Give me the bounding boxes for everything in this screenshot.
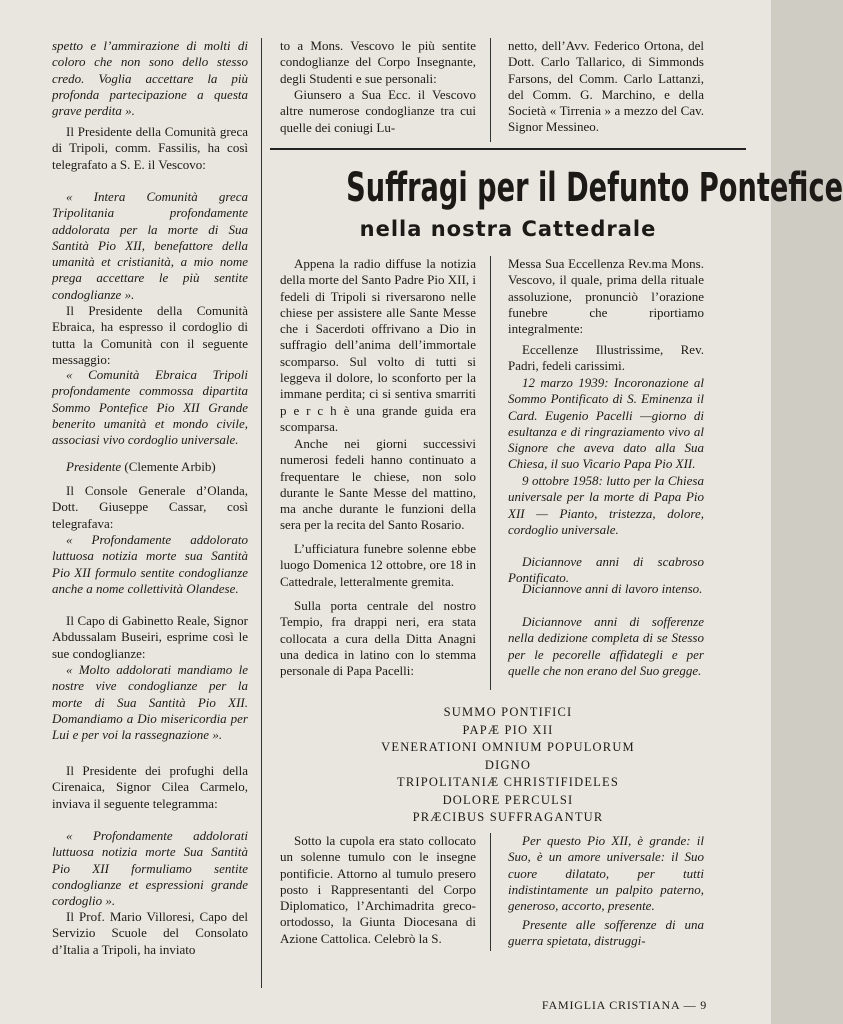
col2-top-para-2: Giunsero a Sua Ecc. il Vescovo altre numerose condoglianze tra cui quelle dei coniugi Lu- [280, 87, 476, 135]
col1-para-4: Il Presidente della Comunità Ebraica, ha espresso il cordoglio di tutta la Comunità con il seguente messaggio: [52, 303, 248, 367]
col1-para-11: « Profondamente addolorati luttuosa notizia morte Sua Santità Pio XII formuliamo sentite condoglianze et espressioni grande cordoglio ». [52, 828, 248, 909]
col3-para-2: Eccellenze Illustrissime, Rev. Padri, fedeli carissimi. [508, 342, 704, 374]
latin-dedication [270, 704, 746, 827]
col2-top-para-1: to a Mons. Vescovo le più sentite condoglianze del Corpo Insegnante, degli Studenti e sue personali: [280, 38, 476, 86]
col1-para-9: « Molto addolorati mandiamo le nostre vive condoglianze per la morte di Sua Santità Pio XII. Domandiamo a Dio misericordia per Lui e per voi la rassegnazione ». [52, 662, 248, 743]
col1-para-7: « Profondamente addolorato luttuosa notizia morte sua Santità Pio XII formulo sentite condoglianze anche a nome collettività Olandese. [52, 532, 248, 596]
col2-para-1: Appena la radio diffuse la notizia della morte del Santo Padre Pio XII, i fedeli di Tripoli si riversarono nelle chiese per assistere alle Sante Messe che i Sacerdoti offrivano a Dio in suffragio dell’anima dell’immortale scomparso. Sul volto di tutti si leggeva il dolore, lo sconforto per la immane perdita; ci si sentiva smarriti p e r c h è una grande guida era scomparsa. [280, 256, 476, 434]
dedication-line: PAPÆ PIO XII [462, 722, 554, 737]
col1-para-12: Il Prof. Mario Villoresi, Capo del Servizio Scuole del Consolato d’Italia a Tripoli, ha inviato [52, 909, 248, 957]
dedication-line: DOLORE PERCULSI [442, 792, 574, 807]
col3-para-3: 12 marzo 1939: Incoronazione al Sommo Pontificato di S. Eminenza il Card. Eugenio Pacelli —giorno di esultanza e di ringraziamento vivo al Signore che aveva dato alla Sua Chiesa, il suo Vicario Papa Pio XII. [508, 375, 704, 472]
col3-bottom-para-1: Per questo Pio XII, è grande: il Suo, è un amore universale: il Suo cuore dilatato, per tutti indistintamente un palpito paterno, generoso, accorto, presente. [508, 833, 704, 914]
col2-para-4: Sulla porta centrale del nostro Tempio, fra drappi neri, era stata collocata a cura della Ditta Anagni una dedica in latino con lo stemma personale di Papa Pacelli: [280, 598, 476, 679]
col3-para-4: 9 ottobre 1958: lutto per la Chiesa universale per la morte di Papa Pio XII — Pianto, tristezza, dolore, cordoglio universale. [508, 473, 704, 537]
col2-para-2: Anche nei giorni successivi numerosi fedeli hanno continuato a frequentare le chiese, non solo durante le Sante Messe del mattino, ma anche durante le funzioni della sera per la recita del Santo Rosario. [280, 436, 476, 533]
signature-name: (Clemente Arbib) [124, 459, 216, 474]
col2-bottom-para: Sotto la cupola era stato collocato un solenne tumulo con le insegne pontificie. Attorno al tumulo presero posto i Rappresentanti del Corpo Diplomatico, l’Archimadrita greco-ortodosso, la Giunta Diocesana di Azione Cattolica. Celebrò la S. [280, 833, 476, 946]
dedication-line: VENERATIONI OMNIUM POPULORUM [381, 740, 635, 754]
column-rule-2-top [490, 38, 491, 142]
subheadline: nella nostra Cattedrale [359, 217, 657, 241]
page-footer: FAMIGLIA CRISTIANA — 9 [541, 998, 707, 1012]
col1-signature [52, 459, 248, 475]
col1-para-6: Il Console Generale d’Olanda, Dott. Giuseppe Cassar, così telegrafava: [52, 483, 248, 531]
column-rule-2 [490, 256, 491, 690]
col2-para-3: L’ufficiatura funebre solenne ebbe luogo Domenica 12 ottobre, ore 18 in Cattedrale, letteralmente gremita. [280, 541, 476, 589]
col1-para-1: spetto e l’ammirazione di molti di coloro che non sono dello stesso credo. Voglia accettare la più profonda partecipazione a questa grave perdita ». [52, 38, 248, 119]
headline-rule-top [270, 148, 746, 150]
dedication-line: DIGNO [484, 757, 532, 772]
col1-para-2: Il Presidente della Comunità greca di Tripoli, comm. Fassilis, ha così telegrafato a S. E. il Vescovo: [52, 124, 248, 172]
col3-top-para-1: netto, dell’Avv. Federico Ortona, del Dott. Carlo Tallarico, di Simmonds Farsons, del Comm. Carlo Lattanzi, del Comm. G. Marchino, e della Società « Tirrenia » a mezzo del Cav. Signor Messineo. [508, 38, 704, 135]
col1-para-10: Il Presidente dei profughi della Cirenaica, Signor Cilea Carmelo, inviava il seguente telegramma: [52, 763, 248, 811]
publication-name: FAMIGLIA CRISTIANA [541, 998, 680, 1012]
col3-bottom-para-2: Presente alle sofferenze di una guerra spietata, distruggi- [508, 917, 704, 949]
dedication-line: SUMMO PONTIFICI [443, 705, 573, 719]
col3-para-6: Diciannove anni di lavoro intenso. [522, 581, 703, 596]
col1-para-5: « Comunità Ebraica Tripoli profondamente commossa dipartita Sommo Pontefice Pio XII Grande benerito umanità et mondo civile, associasi vivo cordoglio universale. [52, 367, 248, 448]
col1-para-3: « Intera Comunità greca Tripolitania profondamente addolorata per la morte di Sua Santità Pio XII, benefattore della umanità et cristianità, a mio nome prega accettare le più sentite condoglianze ». [52, 189, 248, 302]
col3-para-7: Diciannove anni di sofferenze nella dedizione completa di se Stesso per le pecorelle affidategli e per quelle che non erano del Suo gregge. [508, 614, 704, 678]
dedication-line: TRIPOLITANIÆ CHRISTIFIDELES [396, 775, 620, 789]
col3-para-1: Messa Sua Eccellenza Rev.ma Mons. Vescovo, il quale, prima della rituale assoluzione, pronunciò l’orazione funebre che riportiamo integralmente: [508, 256, 704, 337]
headline: Suffragi per il Defunto Pontefice [346, 165, 843, 211]
col3-para-5: Diciannove anni di scabroso Pontificato. [508, 554, 704, 586]
col1-para-8: Il Capo di Gabinetto Reale, Signor Abdussalam Buseiri, esprime così le sue condoglianze: [52, 613, 248, 661]
page-number: 9 [700, 998, 707, 1012]
column-rule-1 [261, 38, 262, 988]
signature-role: Presidente [66, 459, 122, 474]
column-rule-2-bottom [490, 833, 491, 951]
dedication-line: PRÆCIBUS SUFFRAGANTUR [412, 810, 604, 824]
